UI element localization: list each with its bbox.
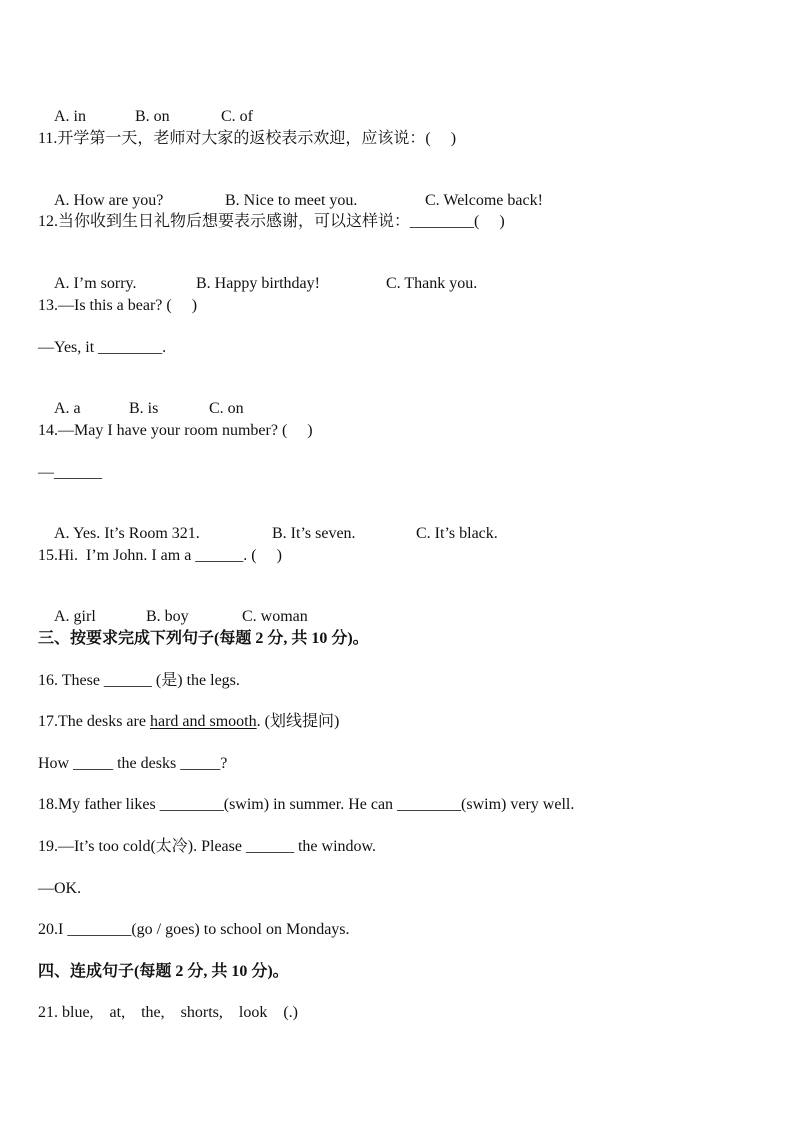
question-13: 13.—Is this a bear? ( ) bbox=[38, 297, 198, 314]
question-16: 16. These ______ (是) the legs. bbox=[38, 672, 240, 689]
option-a: A. Yes. It’s Room 321. bbox=[54, 525, 200, 542]
option-c: C. of bbox=[221, 108, 253, 125]
option-a: A. a bbox=[54, 400, 81, 417]
option-c: C. on bbox=[209, 400, 244, 417]
question-15: 15.Hi. I’m John. I am a ______. ( ) bbox=[38, 547, 282, 564]
option-a: A. in bbox=[54, 108, 86, 125]
question-19: 19.—It’s too cold(太冷). Please ______ the window. bbox=[38, 838, 377, 855]
question-11: 11.开学第一天，老师对大家的返校表示欢迎，应该说：( ) bbox=[38, 130, 457, 147]
question-20: 20.I ________(go / goes) to school on Mondays. bbox=[38, 921, 350, 938]
option-b: B. is bbox=[129, 400, 159, 417]
section-4-heading: 四、连成句子(每题 2 分, 共 10 分)。 bbox=[38, 963, 289, 980]
option-b: B. Happy birthday! bbox=[196, 275, 320, 292]
question-18: 18.My father likes ________(swim) in summer. He can ________(swim) very well. bbox=[38, 796, 575, 813]
section-3-heading: 三、按要求完成下列句子(每题 2 分, 共 10 分)。 bbox=[38, 630, 369, 647]
option-b: B. It’s seven. bbox=[272, 525, 356, 542]
question-14: 14.—May I have your room number? ( ) bbox=[38, 422, 313, 439]
q17-text-start: 17.The desks are bbox=[38, 713, 150, 730]
question-21: 21. blue, at, the, shorts, look (.) bbox=[38, 1004, 298, 1021]
option-b: B. boy bbox=[146, 608, 189, 625]
option-c: C. It’s black. bbox=[416, 525, 498, 542]
question-12: 12.当你收到生日礼物后想要表示感谢，可以这样说：________( ) bbox=[38, 213, 505, 230]
q19-answer-line: —OK. bbox=[38, 880, 82, 897]
option-a: A. I’m sorry. bbox=[54, 275, 137, 292]
option-c: C. woman bbox=[242, 608, 308, 625]
q17-answer-line: How _____ the desks _____? bbox=[38, 755, 228, 772]
option-a: A. How are you? bbox=[54, 192, 164, 209]
q14-answer-line: —______ bbox=[38, 464, 102, 481]
option-a: A. girl bbox=[54, 608, 96, 625]
option-c: C. Thank you. bbox=[386, 275, 478, 292]
q13-answer-line: —Yes, it ________. bbox=[38, 339, 167, 356]
option-c: C. Welcome back! bbox=[425, 192, 543, 209]
q17-underlined-phrase: hard and smooth bbox=[149, 713, 257, 730]
option-b: B. on bbox=[135, 108, 170, 125]
q17-text-end: . (划线提问) bbox=[256, 713, 340, 730]
option-b: B. Nice to meet you. bbox=[225, 192, 358, 209]
question-17 bbox=[38, 712, 339, 732]
